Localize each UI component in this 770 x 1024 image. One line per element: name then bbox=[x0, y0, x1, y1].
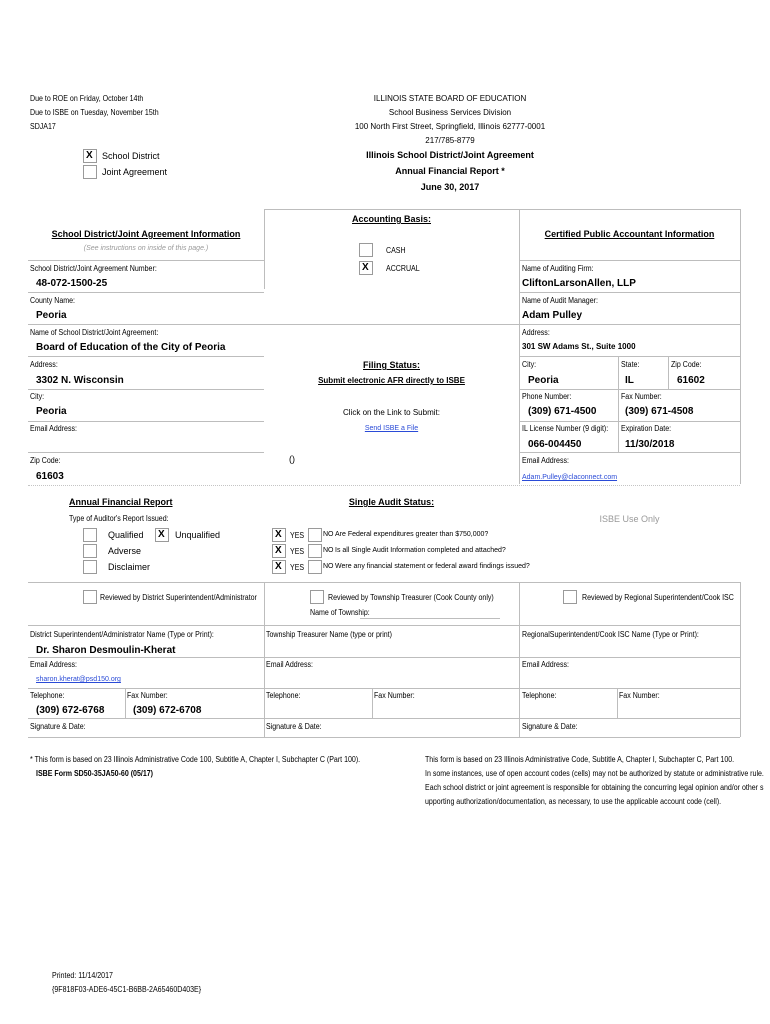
grid-bottom-line bbox=[28, 485, 740, 486]
cpa-inner-divider bbox=[618, 356, 619, 452]
superintendent-name-label: District Superintendent/Administrator Name (Type or Print): bbox=[30, 630, 214, 639]
school-district-mark: X bbox=[86, 150, 93, 161]
cash-label: CASH bbox=[386, 246, 406, 255]
sup-fax[interactable]: (309) 672-6708 bbox=[133, 705, 202, 716]
sig-divider-1 bbox=[264, 625, 265, 737]
sig-divider-2 bbox=[519, 625, 520, 737]
afr-title: Annual Financial Report bbox=[69, 497, 173, 507]
yes-label-1: YES bbox=[290, 531, 305, 540]
treas-email-label: Email Address: bbox=[266, 660, 313, 669]
regional-review-checkbox[interactable] bbox=[563, 590, 577, 604]
yes-mark-1: X bbox=[275, 529, 282, 540]
printed-date: Printed: 11/14/2017 bbox=[52, 971, 113, 980]
row-line bbox=[28, 389, 264, 390]
district-number[interactable]: 48-072-1500-25 bbox=[36, 278, 108, 289]
row-line bbox=[519, 452, 740, 453]
cpa-address-label: Address: bbox=[522, 328, 550, 337]
no-label-3: NO bbox=[323, 563, 334, 570]
yes-mark-2: X bbox=[275, 545, 282, 556]
reg-fax-divider bbox=[617, 688, 618, 718]
treasurer-name-label: Township Treasurer Name (type or print) bbox=[266, 630, 392, 639]
district-city[interactable]: Peoria bbox=[36, 406, 67, 417]
township-review-checkbox[interactable] bbox=[310, 590, 324, 604]
disclaimer-checkbox[interactable] bbox=[83, 560, 97, 574]
sup-tel-label: Telephone: bbox=[30, 691, 65, 700]
review-top-line bbox=[28, 582, 740, 583]
district-zip-label: Zip Code: bbox=[30, 456, 61, 465]
reg-email-label: Email Address: bbox=[522, 660, 569, 669]
row-line bbox=[519, 324, 740, 325]
send-isbe-file-link[interactable]: Send ISBE a File bbox=[364, 425, 419, 432]
review-right-border bbox=[740, 582, 741, 625]
cpa-fax-label: Fax Number: bbox=[621, 392, 662, 401]
cpa-fax[interactable]: (309) 671-4508 bbox=[625, 406, 694, 417]
grid-col2-divider bbox=[519, 209, 520, 484]
manager-name[interactable]: Adam Pulley bbox=[522, 310, 583, 321]
district-address[interactable]: 3302 N. Wisconsin bbox=[36, 375, 124, 386]
district-review-checkbox[interactable] bbox=[83, 590, 97, 604]
isbe-form-id: ISBE Form SD50-35JA50-60 (05/17) bbox=[36, 769, 153, 778]
district-city-label: City: bbox=[30, 392, 45, 401]
isbe-use-only: ISBE Use Only bbox=[599, 514, 660, 524]
footer-note-left: * This form is based on 23 Illinois Administrative Code 100, Subtitle A, Chapter I, Subchapter C (Part 100). bbox=[30, 755, 361, 764]
cpa-info-title: Certified Public Accountant Information bbox=[544, 229, 715, 239]
cpa-email-label: Email Address: bbox=[522, 456, 569, 465]
org-name: ILLINOIS STATE BOARD OF EDUCATION bbox=[373, 94, 527, 103]
footer-right-line-3: Each school district or joint agreement is responsible for obtaining the concurring legal opinion and/or other s bbox=[425, 783, 764, 792]
report-date: June 30, 2017 bbox=[420, 182, 480, 192]
report-type-label: Type of Auditor's Report Issued: bbox=[69, 514, 169, 523]
filing-status-subtitle: Submit electronic AFR directly to ISBE bbox=[318, 376, 465, 385]
township-name-label: Name of Township: bbox=[310, 608, 370, 617]
county-label: County Name: bbox=[30, 296, 76, 305]
grid-top-line bbox=[264, 209, 740, 210]
sig-top-line bbox=[28, 625, 740, 626]
reg-signature-label: Signature & Date: bbox=[522, 722, 578, 731]
document-guid: {9F818F03-ADE6-45C1-B6BB-2A65460D403E} bbox=[52, 985, 202, 994]
row-line bbox=[28, 260, 264, 261]
sup-signature-label: Signature & Date: bbox=[30, 722, 86, 731]
row-line bbox=[28, 356, 264, 357]
adverse-label: Adverse bbox=[108, 546, 142, 556]
district-info-title: School District/Joint Agreement Information bbox=[51, 229, 241, 239]
footer-right-line-1: This form is based on 23 Illinois Administrative Code, Subtitle A, Chapter I, Subchapter C, Part 100. bbox=[425, 755, 735, 764]
org-phone: 217/785-8779 bbox=[425, 136, 475, 145]
row-line bbox=[28, 657, 740, 658]
row-line bbox=[519, 356, 740, 357]
regional-name-label: RegionalSuperintendent/Cook ISC Name (Type or Print): bbox=[522, 630, 699, 639]
expiration-label: Expiration Date: bbox=[621, 424, 672, 433]
division-name: School Business Services Division bbox=[388, 108, 512, 117]
row-line bbox=[28, 688, 740, 689]
review-divider-1 bbox=[264, 582, 265, 625]
district-address-label: Address: bbox=[30, 360, 58, 369]
row-line bbox=[519, 421, 740, 422]
cpa-address[interactable]: 301 SW Adams St., Suite 1000 bbox=[522, 342, 636, 351]
sup-fax-divider bbox=[125, 688, 126, 718]
grid-right-border bbox=[740, 209, 741, 484]
yes-label-3: YES bbox=[290, 563, 305, 572]
license-label: IL License Number (9 digit): bbox=[522, 424, 609, 433]
unqualified-mark: X bbox=[158, 529, 165, 540]
cpa-city[interactable]: Peoria bbox=[528, 375, 559, 386]
treas-fax-divider bbox=[372, 688, 373, 718]
form-code: SDJA17 bbox=[30, 122, 56, 131]
cpa-zip[interactable]: 61602 bbox=[677, 375, 705, 386]
row-line bbox=[28, 718, 740, 719]
district-name-label: Name of School District/Joint Agreement: bbox=[30, 328, 159, 337]
firm-label: Name of Auditing Firm: bbox=[522, 264, 594, 273]
accrual-label: ACCRUAL bbox=[386, 264, 420, 273]
footer-right-line-4: upporting authorization/documentation, as necessary, to use the applicable account code (cell). bbox=[425, 797, 722, 806]
township-review-label: Reviewed by Township Treasurer (Cook County only) bbox=[328, 593, 494, 602]
accounting-basis-title: Accounting Basis: bbox=[351, 214, 431, 224]
treas-signature-label: Signature & Date: bbox=[266, 722, 322, 731]
township-name-line bbox=[360, 618, 500, 619]
treas-fax-label: Fax Number: bbox=[374, 691, 415, 700]
district-name[interactable]: Board of Education of the City of Peoria bbox=[36, 342, 226, 353]
school-district-label: School District bbox=[102, 151, 160, 161]
cpa-zip-label: Zip Code: bbox=[671, 360, 702, 369]
paren-placeholder: () bbox=[289, 454, 295, 464]
audit-question-1: Are Federal expenditures greater than $750,000? bbox=[335, 531, 489, 538]
regional-review-label: Reviewed by Regional Superintendent/Cook ISC bbox=[582, 593, 734, 602]
expiration-date[interactable]: 11/30/2018 bbox=[625, 439, 675, 450]
audit-question-2: Is all Single Audit Information completed and attached? bbox=[335, 547, 506, 554]
license-number[interactable]: 066-004450 bbox=[528, 439, 582, 450]
district-info-note: (See instructions on inside of this page.) bbox=[83, 245, 209, 252]
report-title: Annual Financial Report * bbox=[395, 166, 505, 176]
row-line bbox=[519, 260, 740, 261]
firm-name[interactable]: CliftonLarsonAllen, LLP bbox=[522, 278, 636, 289]
accrual-mark: X bbox=[362, 262, 369, 273]
no-checkbox-3[interactable] bbox=[308, 560, 322, 574]
sup-email-label: Email Address: bbox=[30, 660, 77, 669]
sup-email[interactable]: sharon.kherat@psd150.org bbox=[36, 676, 121, 683]
cpa-zip-divider bbox=[668, 356, 669, 389]
treas-tel-label: Telephone: bbox=[266, 691, 301, 700]
sig-right-border bbox=[740, 625, 741, 737]
single-audit-title: Single Audit Status: bbox=[348, 497, 435, 507]
qualified-label: Qualified bbox=[108, 530, 144, 540]
cpa-state[interactable]: IL bbox=[625, 375, 634, 386]
no-label-1: NO bbox=[323, 531, 334, 538]
district-email-label: Email Address: bbox=[30, 424, 77, 433]
joint-agreement-label: Joint Agreement bbox=[102, 167, 168, 177]
cpa-state-label: State: bbox=[621, 360, 640, 369]
sup-fax-label: Fax Number: bbox=[127, 691, 168, 700]
header-block bbox=[265, 92, 635, 195]
reg-fax-label: Fax Number: bbox=[619, 691, 660, 700]
row-line bbox=[28, 292, 264, 293]
district-zip[interactable]: 61603 bbox=[36, 471, 64, 482]
row-line bbox=[28, 452, 264, 453]
unqualified-label: Unqualified bbox=[175, 530, 221, 540]
filing-status-title: Filing Status: bbox=[363, 360, 420, 370]
cpa-city-label: City: bbox=[522, 360, 537, 369]
cpa-phone-label: Phone Number: bbox=[522, 392, 572, 401]
row-line bbox=[28, 421, 264, 422]
footer-right-line-2: In some instances, use of open account codes (cells) may not be authorized by statute or administrative rule. bbox=[425, 769, 764, 778]
due-roe-text: Due to ROE on Friday, October 14th bbox=[30, 94, 144, 103]
reg-tel-label: Telephone: bbox=[522, 691, 557, 700]
cash-checkbox[interactable] bbox=[359, 243, 373, 257]
row-line bbox=[28, 324, 519, 325]
no-checkbox-2[interactable] bbox=[308, 544, 322, 558]
disclaimer-label: Disclaimer bbox=[108, 562, 151, 572]
manager-label: Name of Audit Manager: bbox=[522, 296, 598, 305]
review-divider-2 bbox=[519, 582, 520, 625]
sup-telephone[interactable]: (309) 672-6768 bbox=[36, 705, 105, 716]
no-label-2: NO bbox=[323, 547, 334, 554]
no-checkbox-1[interactable] bbox=[308, 528, 322, 542]
yes-label-2: YES bbox=[290, 547, 305, 556]
district-number-label: School District/Joint Agreement Number: bbox=[30, 264, 157, 273]
click-to-submit-label: Click on the Link to Submit: bbox=[343, 408, 440, 417]
yes-mark-3: X bbox=[275, 561, 282, 572]
cpa-email[interactable]: Adam.Pulley@claconnect.com bbox=[522, 474, 618, 481]
district-review-label: Reviewed by District Superintendent/Administrator bbox=[100, 593, 257, 602]
superintendent-name[interactable]: Dr. Sharon Desmoulin-Kherat bbox=[36, 645, 176, 656]
joint-agreement-checkbox[interactable] bbox=[83, 165, 97, 179]
qualified-checkbox[interactable] bbox=[83, 528, 97, 542]
org-address: 100 North First Street, Springfield, Illinois 62777-0001 bbox=[354, 122, 546, 131]
county-name[interactable]: Peoria bbox=[36, 310, 67, 321]
audit-question-3: Were any financial statement or federal award findings issued? bbox=[335, 563, 530, 570]
row-line bbox=[519, 292, 740, 293]
due-isbe-text: Due to ISBE on Tuesday, November 15th bbox=[30, 108, 159, 117]
sig-bottom-line bbox=[28, 737, 740, 738]
form-title: Illinois School District/Joint Agreement bbox=[366, 150, 534, 160]
row-line bbox=[519, 389, 740, 390]
cpa-phone[interactable]: (309) 671-4500 bbox=[528, 406, 597, 417]
adverse-checkbox[interactable] bbox=[83, 544, 97, 558]
